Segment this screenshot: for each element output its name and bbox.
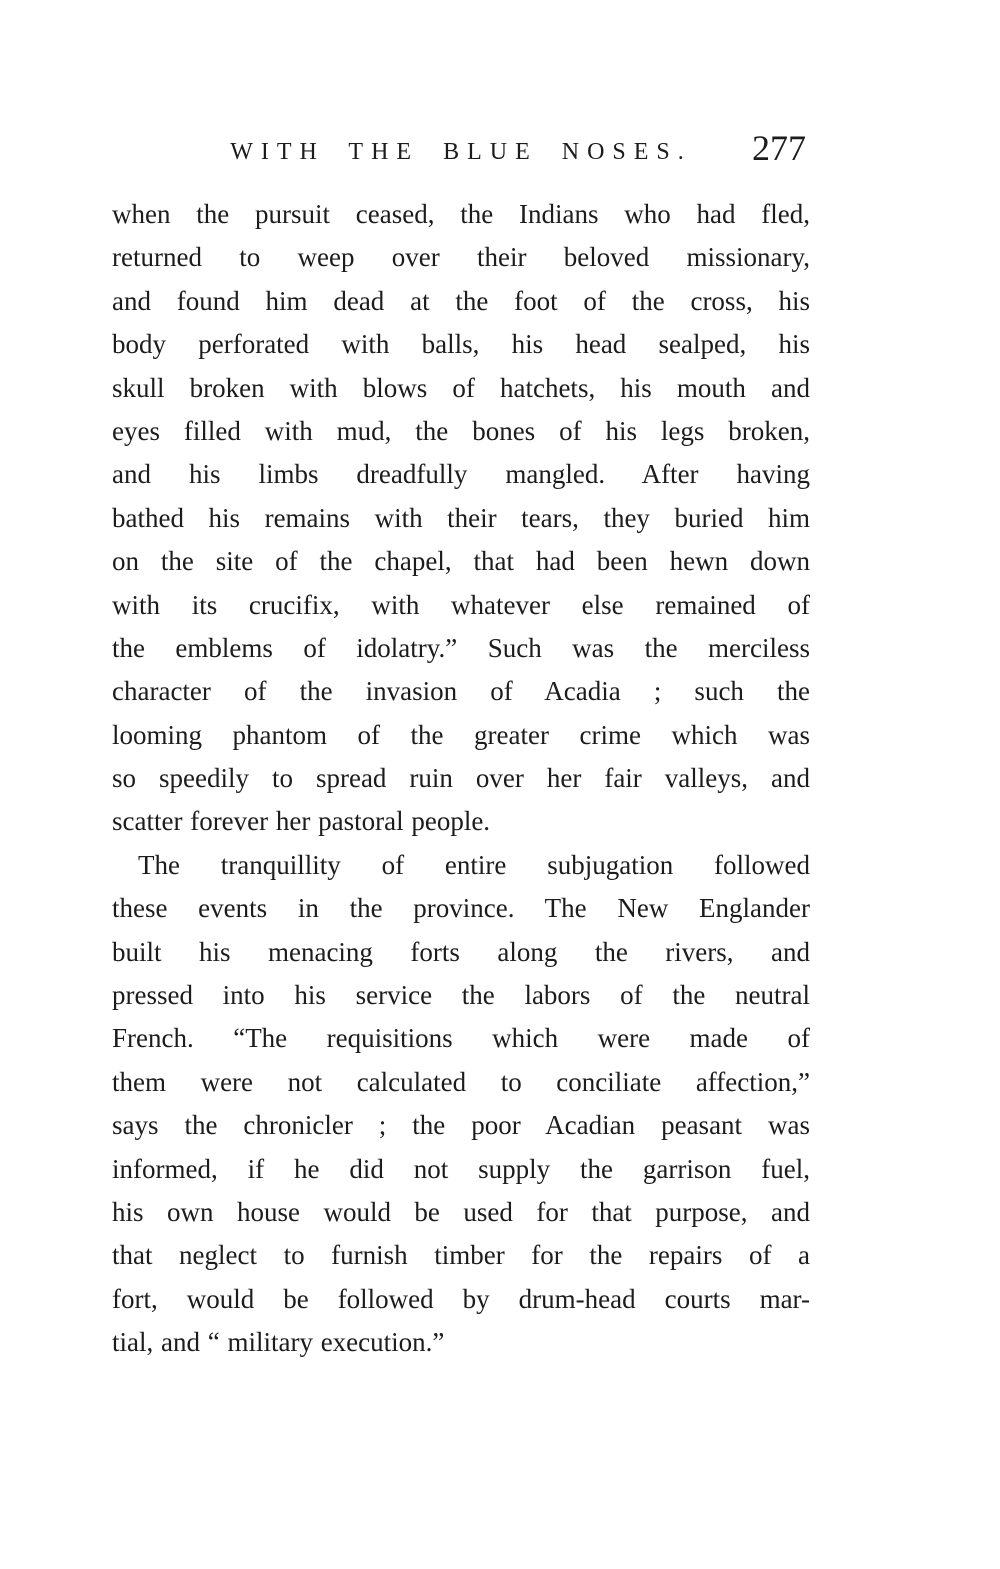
text-line: fort, would be followed by drum-head courts mar- (112, 1283, 810, 1314)
page-number: 277 (752, 128, 806, 168)
text-line: says the chronicler ; the poor Acadian peasant was (112, 1110, 810, 1141)
text-line: pressed into his service the labors of the neutral (112, 980, 810, 1011)
text-line: them were not calculated to conciliate affection,” (112, 1066, 810, 1097)
text-line: built his menacing forts along the rivers, and (112, 936, 810, 967)
page-title: WITH THE BLUE NOSES. (230, 139, 692, 165)
text-line: French. “The requisitions which were made of (112, 1023, 810, 1054)
text-line: these events in the province. The New Englander (112, 893, 810, 924)
running-header (112, 130, 810, 174)
text-line: that neglect to furnish timber for the repairs of a (112, 1240, 810, 1271)
text-line: character of the invasion of Acadia ; such the (112, 676, 810, 707)
text-line: skull broken with blows of hatchets, his mouth and (112, 372, 810, 403)
text-line: scatter forever her pastoral people. (112, 806, 491, 837)
text-line: the emblems of idolatry.” Such was the merciless (112, 632, 810, 663)
text-line: returned to weep over their beloved missionary, (112, 242, 810, 273)
text-line: body perforated with balls, his head sealped, his (112, 329, 810, 360)
text-line: looming phantom of the greater crime which was (112, 719, 810, 750)
text-line: when the pursuit ceased, the Indians who had fled, (112, 199, 810, 229)
text-line: and found him dead at the foot of the cross, his (112, 285, 810, 316)
text-line: his own house would be used for that purpose, and (112, 1196, 810, 1227)
text-line: so speedily to spread ruin over her fair valleys, and (112, 763, 810, 794)
text-line: The tranquillity of entire subjugation followed (138, 849, 810, 880)
paragraph (112, 193, 810, 844)
text-line: and his limbs dreadfully mangled. After having (112, 459, 810, 490)
text-line: eyes filled with mud, the bones of his legs broken, (112, 415, 810, 446)
paragraph (112, 844, 810, 1365)
text-line: tial, and “ military execution.” (112, 1327, 445, 1358)
text-block (112, 193, 810, 1365)
text-line: bathed his remains with their tears, they buried him (112, 502, 810, 533)
text-line: on the site of the chapel, that had been hewn down (112, 546, 810, 577)
text-line: informed, if he did not supply the garrison fuel, (112, 1153, 810, 1184)
text-line: with its crucifix, with whatever else remained of (112, 589, 810, 620)
